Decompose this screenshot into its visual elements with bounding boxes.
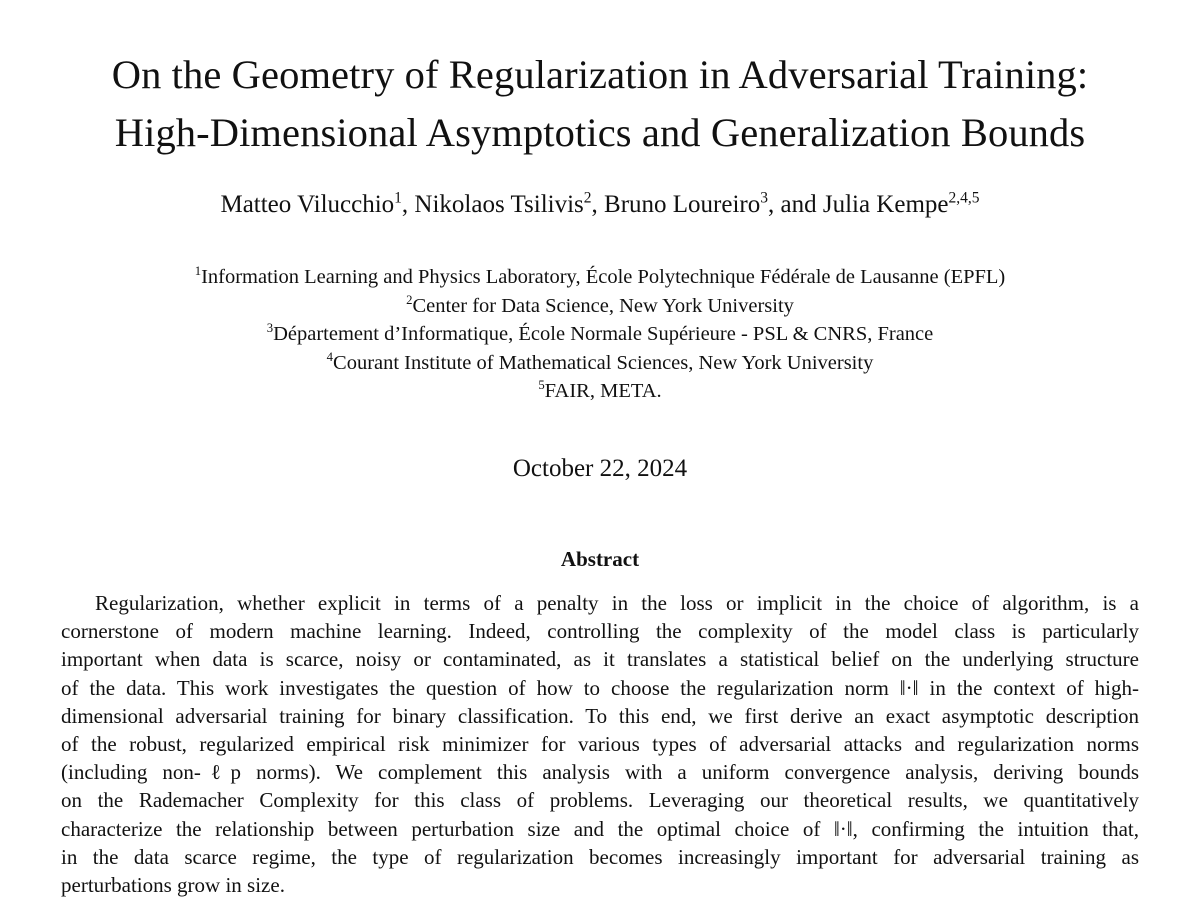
abstract-line: cornerstone of modern machine learning. Indeed, controlling the complexity of the model class is particularly <box>61 619 1139 644</box>
affiliation-text: Département d’Informatique, École Normale Supérieure - PSL & CNRS, France <box>273 323 934 345</box>
abstract-line: characterize the relationship between perturbation size and the optimal choice of ‖·‖, confirming the intuition that, <box>61 816 1139 841</box>
abstract-line: on the Rademacher Complexity for this class of problems. Leveraging our theoretical results, we quantitatively <box>61 788 1139 813</box>
author-name: Bruno Loureiro <box>604 191 761 218</box>
affiliation-number: 5 <box>538 378 545 393</box>
affiliation-number: 1 <box>194 264 202 279</box>
abstract-line: dimensional adversarial training for binary classification. To this end, we first derive an exact asymptotic description <box>61 703 1139 728</box>
abstract-heading: Abstract <box>560 547 640 571</box>
author-affiliation-marker: 2 <box>583 189 592 207</box>
author-affiliation-marker: 2,4,5 <box>948 189 980 207</box>
author-name: Julia Kempe <box>822 191 949 218</box>
abstract-line: of the robust, regularized empirical risk minimizer for various types of adversarial attacks and regularization norms <box>61 731 1139 756</box>
affiliation-number: 2 <box>406 292 413 307</box>
author-list <box>0 188 1200 222</box>
affiliation <box>0 320 1200 349</box>
title-line-2: High-Dimensional Asymptotics and Generalization Bounds <box>114 110 1086 155</box>
abstract-line: important when data is scarce, noisy or contaminated, as it translates a statistical belief on the underlying structure <box>61 647 1139 672</box>
abstract-line: perturbations grow in size. <box>61 872 285 897</box>
abstract-body <box>61 589 1139 899</box>
abstract-line: of the data. This work investigates the question of how to choose the regularization norm ‖·‖ in the context of high- <box>61 675 1139 700</box>
affiliation-text: Information Learning and Physics Laboratory, École Polytechnique Fédérale de Lausanne (EPFL) <box>201 266 1006 288</box>
author <box>414 191 604 218</box>
affiliation-text: FAIR, META. <box>544 380 662 402</box>
abstract-line: (including non-ℓp norms). We complement this analysis with a uniform convergence analysis, deriving bounds <box>61 760 1139 785</box>
affiliation-number: 3 <box>266 321 274 336</box>
abstract-line: in the data scarce regime, the type of regularization becomes increasingly important for adversarial training as <box>61 844 1139 869</box>
author-separator: , <box>591 191 605 218</box>
author-separator: , and <box>767 191 823 218</box>
author <box>823 191 980 218</box>
affiliation <box>0 292 1200 321</box>
author-affiliation-marker: 3 <box>760 189 768 207</box>
author <box>604 191 823 218</box>
author-affiliation-marker: 1 <box>394 189 402 207</box>
author-separator: , <box>401 191 415 218</box>
affiliation-list <box>0 263 1200 406</box>
affiliation-text: Center for Data Science, New York University <box>412 294 794 317</box>
author <box>220 191 414 218</box>
publication-date: October 22, 2024 <box>512 455 688 482</box>
affiliation <box>0 377 1200 406</box>
title-line-1: On the Geometry of Regularization in Adversarial Training: <box>111 52 1089 97</box>
author-name: Matteo Vilucchio <box>220 191 395 218</box>
affiliation-number: 4 <box>326 349 334 364</box>
affiliation-text: Courant Institute of Mathematical Sciences, New York University <box>333 351 874 374</box>
affiliation <box>0 263 1200 292</box>
paper-title <box>0 46 1200 162</box>
abstract-line: Regularization, whether explicit in terms of a penalty in the loss or implicit in the choice of algorithm, is a <box>95 591 1139 615</box>
author-name: Nikolaos Tsilivis <box>414 191 584 218</box>
affiliation <box>0 349 1200 378</box>
